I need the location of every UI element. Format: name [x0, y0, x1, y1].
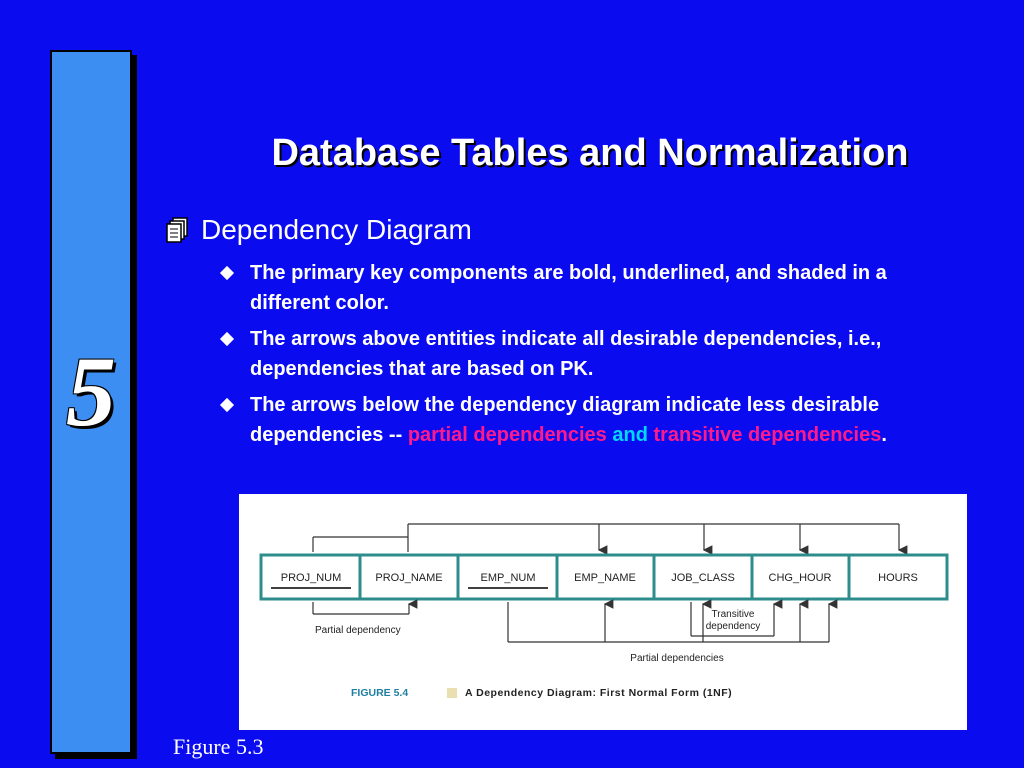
sentence-period: .	[881, 424, 887, 446]
attribute-chg-hour: CHG_HOUR	[768, 572, 832, 584]
attribute-job-class: JOB_CLASS	[671, 572, 735, 584]
attribute-labels	[281, 572, 918, 584]
partial-dependencies-highlight: partial dependencies	[407, 424, 607, 446]
sub-bullet-item	[218, 324, 948, 384]
caption-swatch	[447, 688, 457, 698]
slide-title: Database Tables and Normalization	[271, 132, 909, 174]
chapter-number: 5	[66, 336, 116, 447]
sub-bullet-item	[218, 390, 948, 450]
attribute-proj-name: PROJ_NAME	[375, 572, 443, 584]
attribute-emp-name: EMP_NAME	[574, 572, 636, 584]
top-dependency-arrows	[313, 524, 899, 552]
attribute-proj-num: PROJ_NUM	[280, 572, 342, 584]
diamond-bullet-icon	[220, 266, 234, 280]
figure-caption-text: A Dependency Diagram: First Normal Form (1NF)	[465, 687, 733, 699]
dependency-diagram-figure	[239, 494, 967, 730]
figure-caption-number: FIGURE 5.4	[351, 687, 409, 699]
main-bullet-text: Dependency Diagram	[201, 214, 472, 245]
attribute-emp-num: EMP_NUM	[480, 572, 536, 584]
dependency-diagram-svg	[239, 494, 967, 730]
chapter-sidebar	[50, 50, 132, 754]
figure-label: Figure 5.3	[173, 734, 264, 759]
transitive-label-line1: Transitive	[711, 609, 755, 620]
sub-bullet-text: The primary key components are bold, underlined, and shaded in a different color.	[250, 262, 887, 314]
sub-bullet-text	[250, 390, 948, 450]
notepad-bullet-icon	[165, 216, 191, 244]
sub-bullet-list	[218, 258, 948, 456]
transitive-label-line2: dependency	[705, 621, 761, 632]
sub-bullet-text: The arrows above entities indicate all desirable dependencies, i.e., dependencies that are based on PK.	[250, 328, 882, 380]
diamond-bullet-icon	[220, 398, 234, 412]
main-bullet	[165, 214, 472, 246]
transitive-dependencies-highlight: transitive dependencies	[653, 424, 882, 446]
and-highlight: and	[612, 424, 648, 446]
attribute-hours: HOURS	[878, 572, 918, 584]
diamond-bullet-icon	[220, 332, 234, 346]
partial-dependencies-label: Partial dependencies	[630, 653, 724, 664]
sub-bullet-item	[218, 258, 948, 318]
partial-dependency-label: Partial dependency	[315, 625, 401, 636]
sub-bullet-prefix: The arrows below the dependency diagram indicate less desirable dependencies --	[250, 394, 880, 446]
